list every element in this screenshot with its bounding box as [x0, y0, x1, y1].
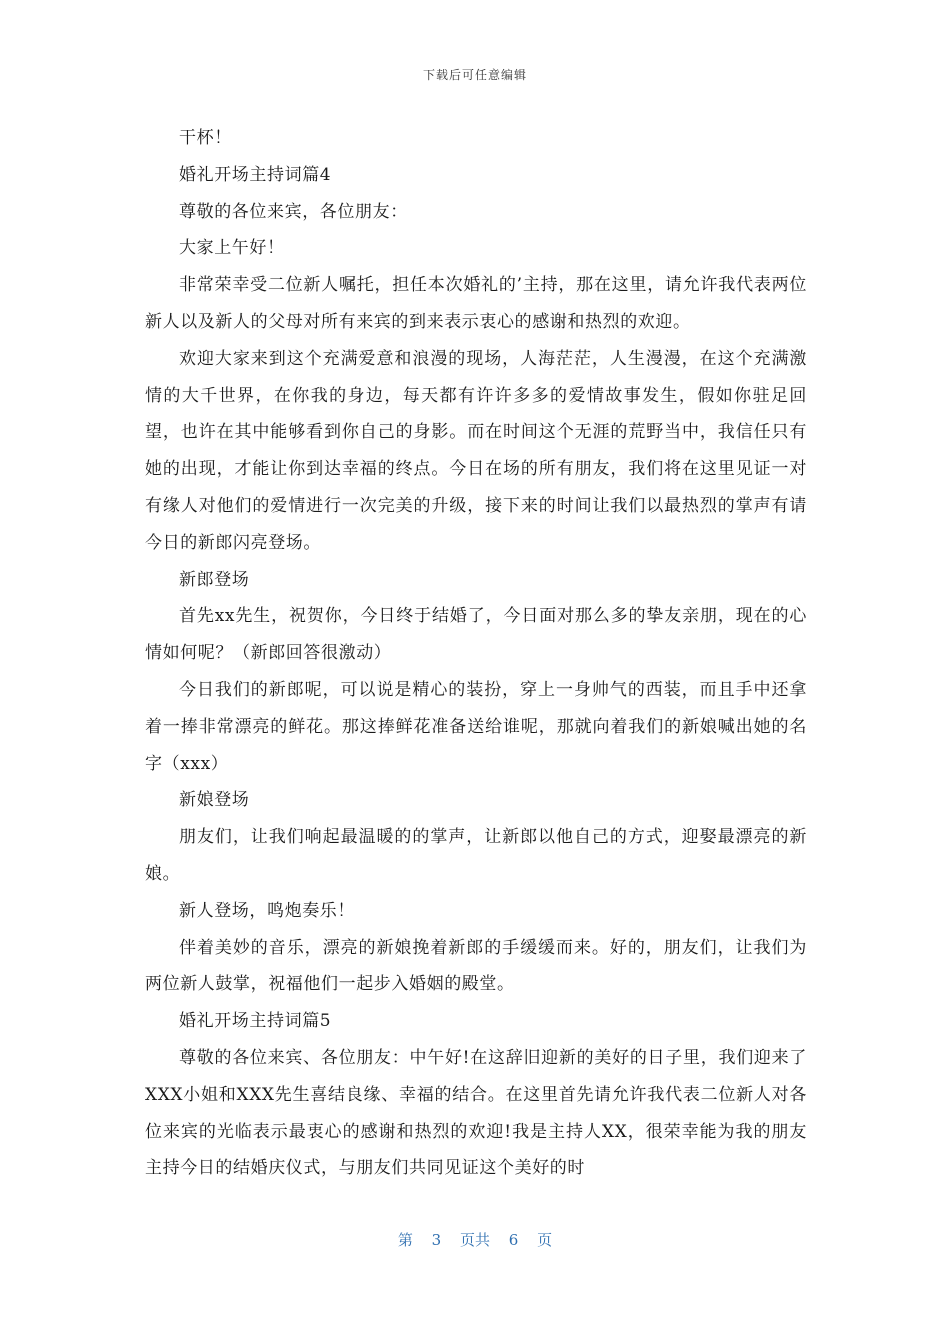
paragraph-music: 伴着美妙的音乐，漂亮的新娘挽着新郎的手缓缓而来。好的，朋友们，让我们为两位新人鼓掌，祝福他们一起步入婚姻的殿堂。 [145, 937, 807, 995]
header-note: 下载后可任意编辑 [422, 68, 527, 82]
page-label-suffix: 页 [537, 1231, 553, 1249]
paragraph-couple-entrance: 新人登场，鸣炮奏乐！ [179, 900, 355, 921]
paragraph-groom-flowers: 今日我们的新郎呢，可以说是精心的装扮，穿上一身帅气的西装，而且手中还拿着一捧非常漂亮的鲜花。那这捧鲜花准备送给谁呢，那就向着我们的新娘喊出她的名字（xxx） [145, 679, 807, 774]
paragraph-good-morning: 大家上午好！ [179, 238, 285, 259]
paragraph-bride-entrance: 新娘登场 [179, 790, 250, 811]
page-label-prefix: 第 [397, 1231, 413, 1249]
total-page-number: 6 [508, 1231, 519, 1249]
section-heading-5: 婚礼开场主持词篇5 [179, 1011, 332, 1032]
paragraph-romance: 欢迎大家来到这个充满爱意和浪漫的现场，人海茫茫，人生漫漫，在这个充满激情的大千世界，在你我的身边，每天都有许许多多的爱情故事发生，假如你驻足回望，也许在其中能够看到你自己的身影。而在时间这个无涯的荒野当中，我信任只有她的出现，才能让你到达幸福的终点。今日在场的所有朋友，我们将在这里见证一对有缘人对他们的爱情进行一次完美的升级，接下来的时间让我们以最热烈的掌声有请今日的新郎闪亮登场。 [145, 348, 807, 553]
current-page-number: 3 [431, 1231, 442, 1249]
paragraph-greeting: 尊敬的各位来宾，各位朋友： [179, 201, 408, 222]
paragraph-groom-entrance: 新郎登场 [179, 569, 250, 590]
paragraph-groom-question: 首先xx先生，祝贺你，今日终于结婚了，今日面对那么多的挚友亲朋，现在的心情如何呢？（新郎回答很激动） [145, 606, 807, 664]
page-header [0, 66, 950, 83]
paragraph-toast: 干杯！ [179, 128, 232, 148]
paragraph-welcome: 非常荣幸受二位新人嘱托，担任本次婚礼的’主持，那在这里，请允许我代表两位新人以及新人的父母对所有来宾的到来表示衷心的感谢和热烈的欢迎。 [145, 275, 807, 332]
page-footer [0, 1229, 950, 1250]
paragraph-applause: 朋友们，让我们响起最温暖的的掌声，让新郎以他自己的方式，迎娶最漂亮的新娘。 [145, 827, 807, 884]
paragraph-noon-greeting: 尊敬的各位来宾、各位朋友：中午好!在这辞旧迎新的美好的日子里，我们迎来了XXX小姐和XXX先生喜结良缘、幸福的结合。在这里首先请允许我代表二位新人对各位来宾的光临表示最衷心的感谢和热烈的欢迎!我是主持人XX，很荣幸能为我的朋友主持今日的结婚庆仪式，与朋友们共同见证这个美好的时 [145, 1047, 807, 1179]
document-body [145, 120, 807, 1187]
page-label-middle: 页共 [459, 1231, 490, 1249]
section-heading-4: 婚礼开场主持词篇4 [179, 164, 332, 185]
